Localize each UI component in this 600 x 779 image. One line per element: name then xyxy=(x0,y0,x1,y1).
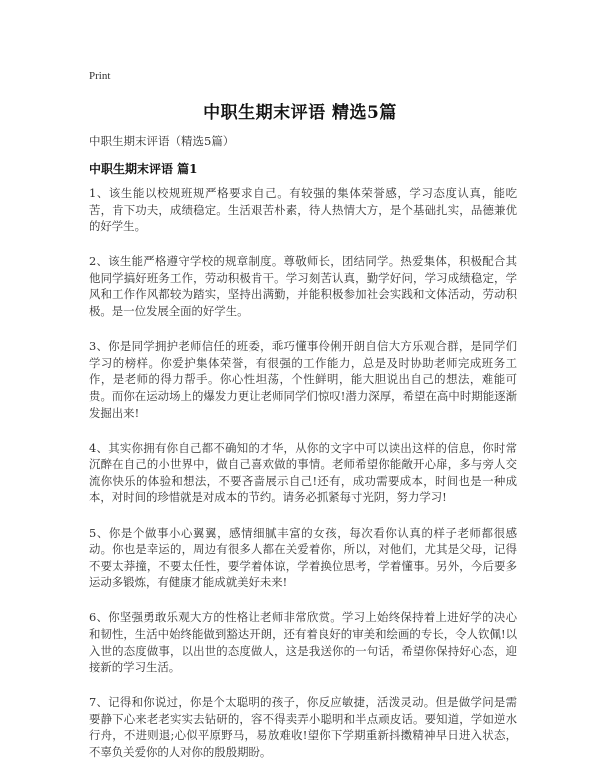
section-heading: 中职生期末评语 篇1 xyxy=(89,162,198,176)
document-subtitle: 中职生期末评语（精选5篇） xyxy=(89,134,235,148)
print-link[interactable]: Print xyxy=(89,70,111,82)
paragraph-1: 1、该生能以校规班规严格要求自己。有较强的集体荣誉感，学习态度认真，能吃苦，肯下功夫，成绩稳定。生活艰苦朴素，待人热情大方，是个基础扎实，品德兼优的好学生。 xyxy=(89,186,517,234)
paragraph-3: 3、你是同学拥护老师信任的班委，乖巧懂事伶俐开朗自信大方乐观合群，是同学们学习的榜样。你爱护集体荣誉，有很强的工作能力，总是及时协助老师完成班务工作，是老师的得力帮手。你心性坦荡，个性鲜明，能大胆说出自己的想法，难能可贵。而你在运动场上的爆发力更让老师同学们惊叹!潜力深厚，希望在高中时期能逐渐发掘出来! xyxy=(89,339,517,420)
paragraph-4: 4、其实你拥有你自己都不确知的才华，从你的文字中可以读出这样的信息，你时常沉醉在自己的小世界中，做自己喜欢做的事情。老师希望你能敞开心扉，多与旁人交流你快乐的体验和想法，不要吝啬展示自己!还有，成功需要成本，时间也是一种成本，对时间的珍惜就是对成本的节约。请务必抓紧每寸光阴，努力学习! xyxy=(89,440,517,505)
paragraph-6: 6、你坚强勇敢乐观大方的性格让老师非常欣赏。学习上始终保持着上进好学的决心和韧性，生活中始终能做到豁达开朗，还有着良好的审美和绘画的专长，令人钦佩!以入世的态度做事，以出世的态度做人，这是我送你的一句话，希望你保持好心态，迎接新的学习生活。 xyxy=(89,610,517,675)
document-title: 中职生期末评语 精选5篇 xyxy=(203,103,397,123)
paragraph-2: 2、该生能严格遵守学校的规章制度。尊敬师长，团结同学。热爱集体，积极配合其他同学搞好班务工作，劳动积极肯干。学习刻苦认真，勤学好问，学习成绩稳定，学风和工作作风都较为踏实，坚持出满勤，并能积极参加社会实践和文体活动，劳动积极。是一位发展全面的好学生。 xyxy=(89,254,517,319)
paragraph-list xyxy=(89,185,517,779)
paragraph-5: 5、你是个做事小心翼翼，感情细腻丰富的女孩，每次看你认真的样子老师都很感动。你也是幸运的，周边有很多人都在关爱着你，所以，对他们，尤其是父母，记得不要太莽撞，不要太任性，要学着体谅，学着换位思考，学着懂事。另外，今后要多运动多锻炼，有健康才能成就美好未来! xyxy=(89,525,517,590)
paragraph-7: 7、记得和你说过，你是个太聪明的孩子，你反应敏捷，活泼灵动。但是做学问是需要静下心来老老实实去钻研的，容不得卖弄小聪明和半点顽皮话。要知道，学如逆水行舟，不进则退;心似平原野马，易放难收!望你下学期重新抖擞精神早日进入状态，不辜负关爱你的人对你的殷殷期盼。 xyxy=(89,695,517,760)
